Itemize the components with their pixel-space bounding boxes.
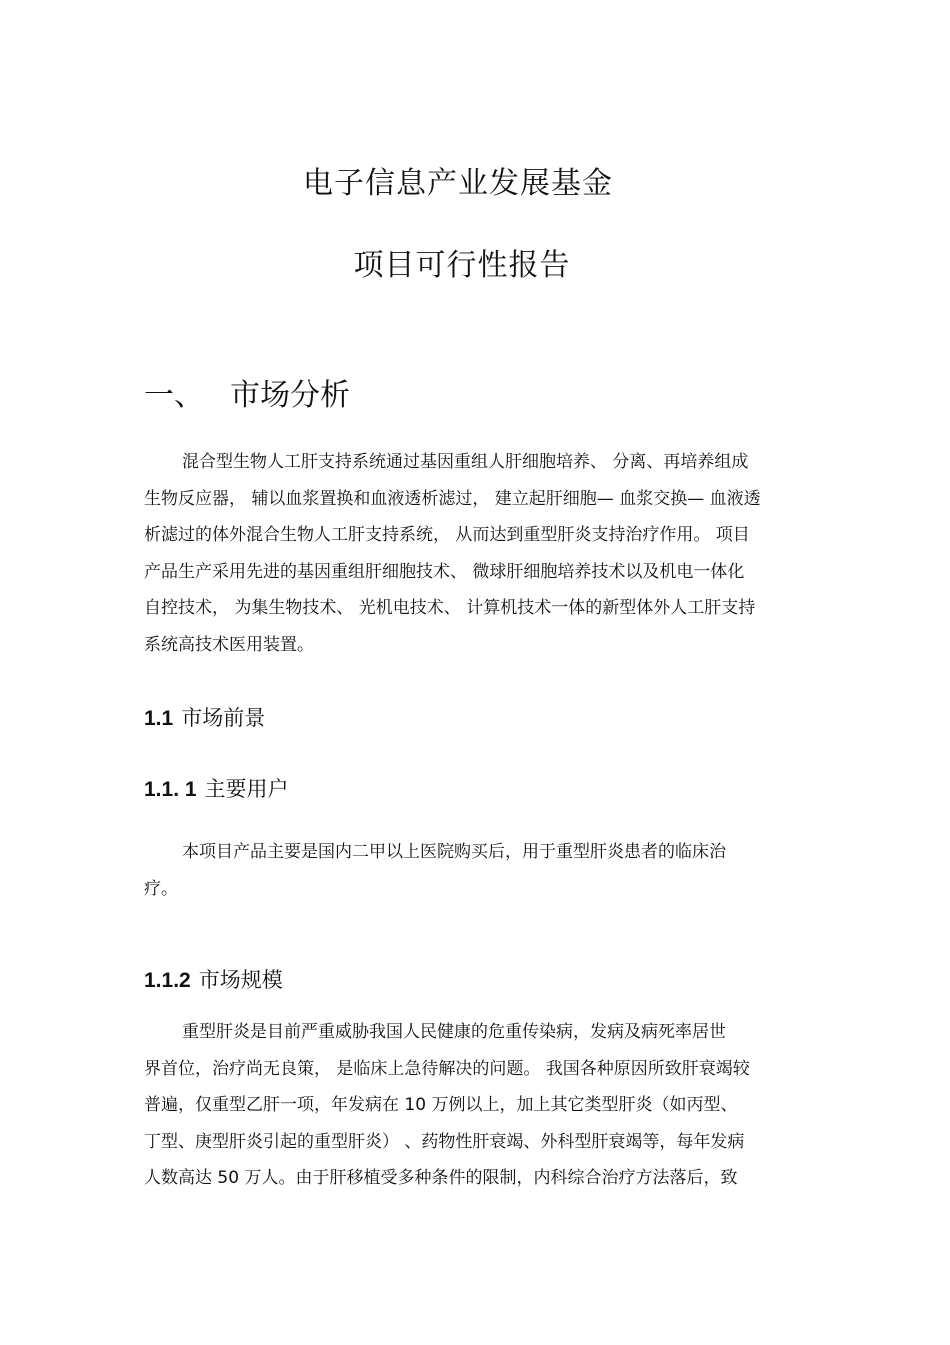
paragraph-line: 本项目产品主要是国内二甲以上医院购买后，用于重型肝炎患者的临床治 (182, 842, 726, 862)
document-title-line-2: 项目可行性报告 (353, 248, 571, 283)
paragraph-line: 普遍，仅重型乙肝一项，年发病在 10 万例以上，加上其它类型肝炎（如丙型、 (144, 1095, 738, 1115)
subsection-number: 1.1.2 (144, 969, 191, 992)
section-heading-market-analysis (144, 370, 350, 414)
paragraph-line: 系统高技术医用装置。 (144, 634, 314, 655)
paragraph-line: 自控技术， 为集生物技术、 光机电技术、 计算机技术一体的新型体外人工肝支持 (144, 598, 756, 618)
section-title: 市场分析 (230, 378, 350, 413)
subsection-title: 主要用户 (204, 777, 289, 801)
subsection-title: 市场前景 (181, 706, 266, 730)
users-paragraph (144, 834, 814, 907)
section-number: 一、 (144, 378, 204, 413)
intro-paragraph (144, 444, 814, 663)
document-title-line-1: 电子信息产业发展基金 (303, 166, 613, 201)
paragraph-line: 疗。 (144, 878, 178, 899)
paragraph-line: 析滤过的体外混合生物人工肝支持系统， 从而达到重型肝炎支持治疗作用。 项目 (144, 525, 750, 545)
paragraph-line: 产品生产采用先进的基因重组肝细胞技术、 微球肝细胞培养技术以及机电一体化 (144, 561, 745, 582)
paragraph-line: 重型肝炎是目前严重威胁我国人民健康的危重传染病，发病及病死率居世 (182, 1022, 726, 1042)
subsection-title: 市场规模 (198, 968, 283, 992)
subsection-heading-market-scale (144, 964, 283, 994)
paragraph-line: 生物反应器， 辅以血浆置换和血液透析滤过， 建立起肝细胞— 血浆交换— 血液透 (144, 488, 761, 509)
paragraph-line: 界首位，治疗尚无良策， 是临床上急待解决的问题。 我国各种原因所致肝衰竭较 (144, 1058, 750, 1079)
subsection-heading-main-users (144, 773, 289, 803)
subsection-number: 1.1 (144, 707, 174, 730)
paragraph-line: 丁型、庚型肝炎引起的重型肝炎） 、药物性肝衰竭、外科型肝衰竭等，每年发病 (144, 1131, 745, 1152)
scale-paragraph (144, 1014, 814, 1197)
paragraph-line: 人数高达 50 万人。由于肝移植受多种条件的限制，内科综合治疗方法落后，致 (144, 1168, 738, 1188)
subsection-number: 1.1. 1 (144, 778, 197, 801)
subsection-heading-market-outlook (144, 702, 265, 732)
paragraph-line: 混合型生物人工肝支持系统通过基因重组人肝细胞培养、 分离、再培养组成 (182, 452, 749, 472)
